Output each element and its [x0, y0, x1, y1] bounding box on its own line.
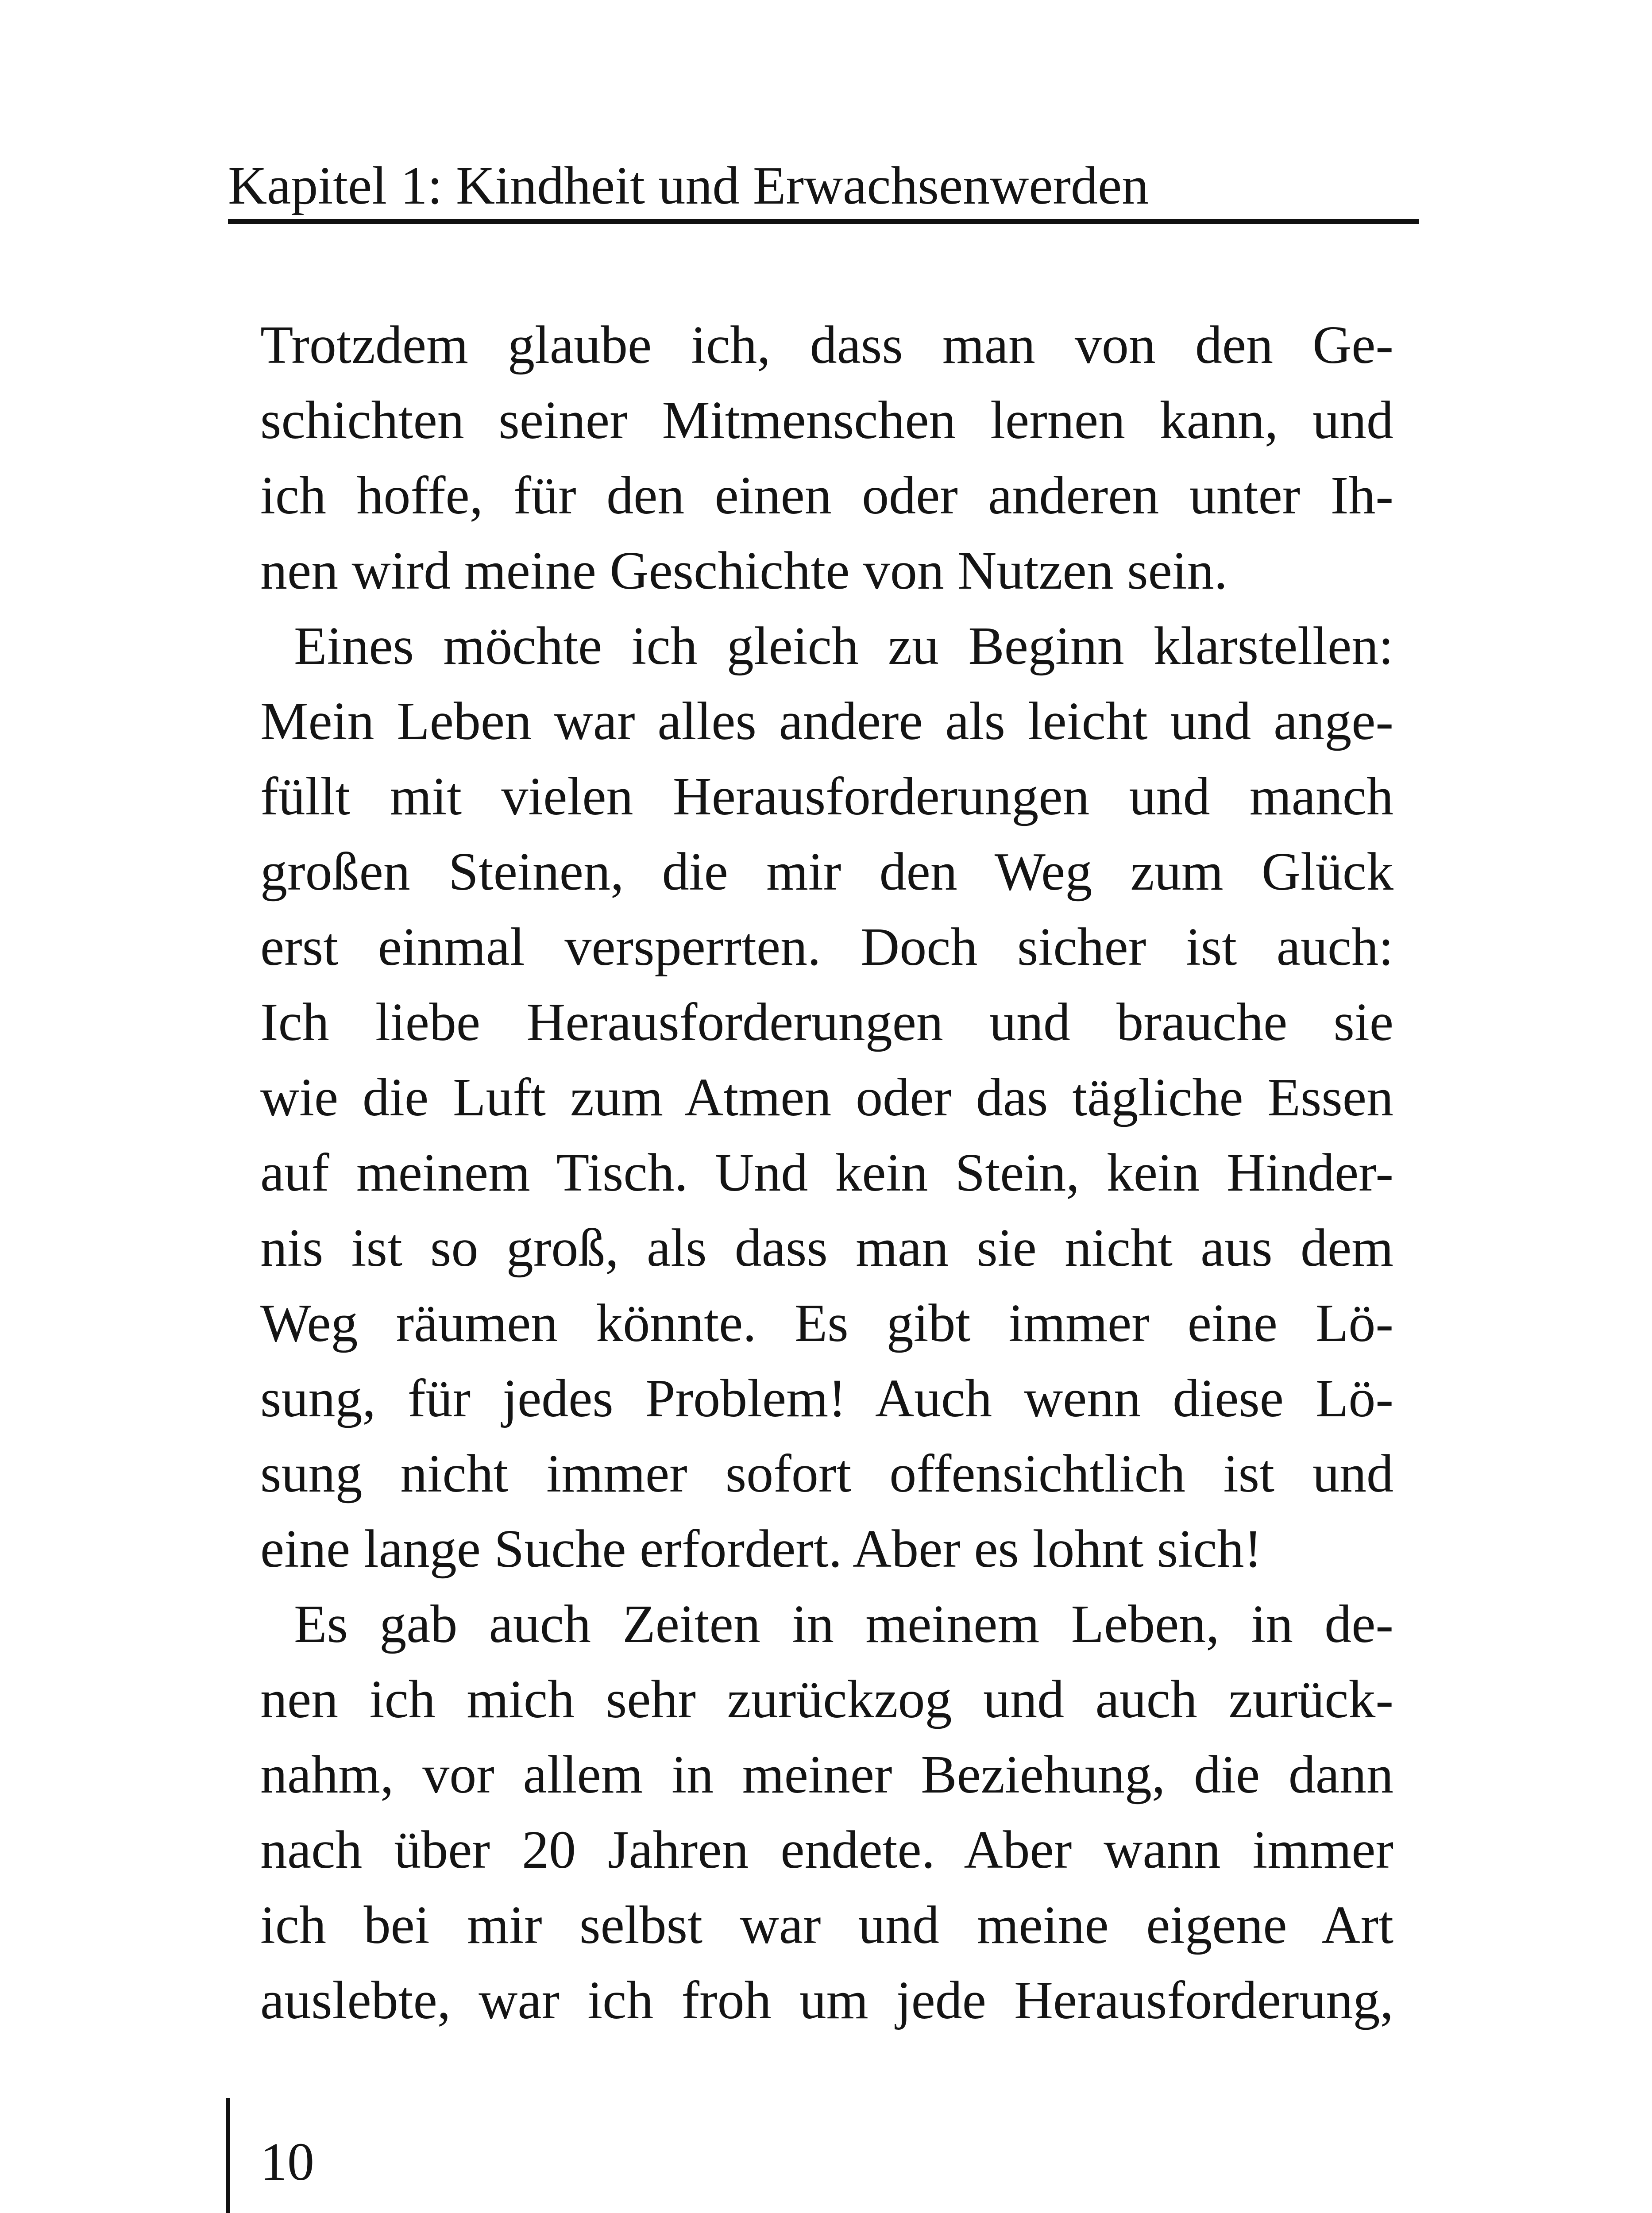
- body-line: Trotzdem glaube ich, dass man von den Ge-: [260, 315, 1393, 375]
- body-line: Mein Leben war alles andere als leicht und ange-: [260, 691, 1393, 751]
- body-line: ich bei mir selbst war und meine eigene Art: [260, 1895, 1393, 1955]
- body-line: füllt mit vielen Herausforderungen und manch: [260, 767, 1393, 826]
- body-line: ich hoffe, für den einen oder anderen unter Ih-: [260, 466, 1393, 525]
- running-head: Kapitel 1: Kindheit und Erwachsenwerden: [228, 156, 1149, 216]
- body-line: wie die Luft zum Atmen oder das tägliche Essen: [260, 1068, 1393, 1127]
- body-line: Es gab auch Zeiten in meinem Leben, in de-: [294, 1594, 1393, 1654]
- body-line: schichten seiner Mitmenschen lernen kann, und: [260, 390, 1393, 450]
- body-line: erst einmal versperrten. Doch sicher ist auch:: [260, 917, 1393, 977]
- body-line: nahm, vor allem in meiner Beziehung, die dann: [260, 1745, 1393, 1804]
- body-line: Weg räumen könnte. Es gibt immer eine Lö-: [260, 1293, 1393, 1353]
- body-line: eine lange Suche erfordert. Aber es lohnt sich!: [260, 1519, 1262, 1579]
- body-line: sung, für jedes Problem! Auch wenn diese Lö-: [260, 1369, 1393, 1428]
- body-line: nis ist so groß, als dass man sie nicht aus dem: [260, 1218, 1393, 1278]
- body-line: Eines möchte ich gleich zu Beginn klarstellen:: [294, 616, 1393, 676]
- header-rule: [228, 219, 1419, 224]
- body-line: auslebte, war ich froh um jede Herausforderung,: [260, 1970, 1393, 2030]
- page-number: 10: [260, 2132, 314, 2192]
- body-line: nen ich mich sehr zurückzog und auch zurück-: [260, 1669, 1393, 1729]
- body-line: Ich liebe Herausforderungen und brauche sie: [260, 992, 1393, 1052]
- body-line: nach über 20 Jahren endete. Aber wann immer: [260, 1820, 1393, 1880]
- body-text: [260, 308, 1393, 2038]
- body-line: großen Steinen, die mir den Weg zum Glück: [260, 842, 1393, 902]
- body-line: nen wird meine Geschichte von Nutzen sein.: [260, 541, 1228, 601]
- body-line: auf meinem Tisch. Und kein Stein, kein Hinder-: [260, 1143, 1393, 1203]
- folio-rule: [226, 2098, 230, 2213]
- body-line: sung nicht immer sofort offensichtlich ist und: [260, 1444, 1393, 1504]
